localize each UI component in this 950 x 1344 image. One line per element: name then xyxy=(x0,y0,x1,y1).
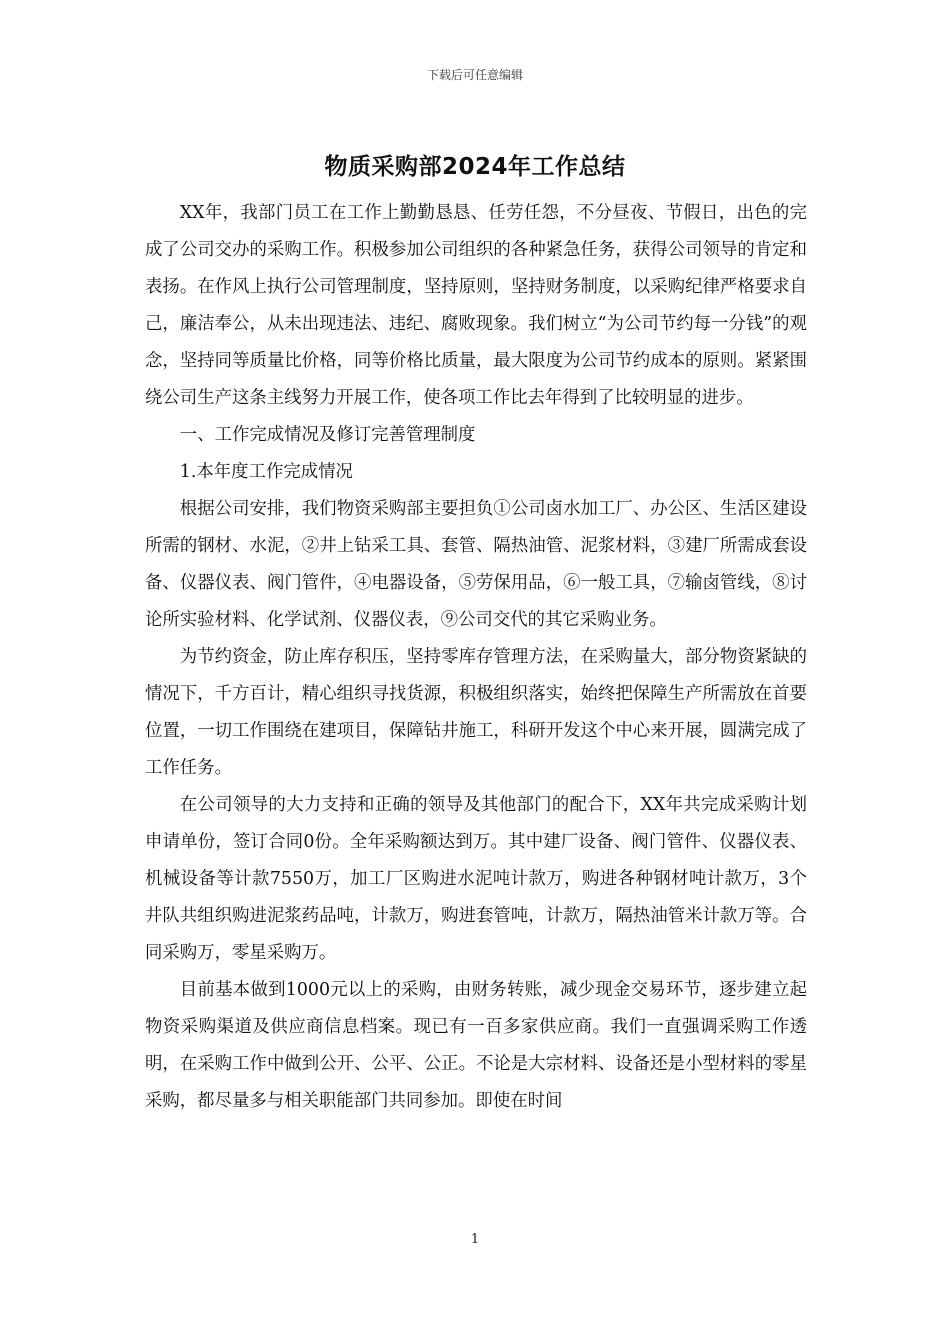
document-body xyxy=(145,195,807,1120)
page-number: 1 xyxy=(470,1232,480,1247)
paragraph-intro: XX年，我部门员工在工作上勤勤恳恳、任劳任怨，不分昼夜、节假日，出色的完成了公司交办的采购工作。积极参加公司组织的各种紧急任务，获得公司领导的肯定和表扬。在作风上执行公司管理制度，坚持原则，坚持财务制度，以采购纪律严格要求自己，廉洁奉公，从未出现违法、违纪、腐败现象。我们树立“为公司节约每一分钱”的观念，坚持同等质量比价格，同等价格比质量，最大限度为公司节约成本的原则。紧紧围绕公司生产这条主线努力开展工作，使各项工作比去年得到了比较明显的进步。 xyxy=(145,203,807,408)
subsection-heading: 1.本年度工作完成情况 xyxy=(179,462,353,482)
page-header: 下载后可任意编辑 xyxy=(426,68,523,82)
paragraph-responsibilities: 根据公司安排，我们物资采购部主要担负①公司卤水加工厂、办公区、生活区建设所需的钢材、水泥，②井上钻采工具、套管、隔热油管、泥浆材料，③建厂所需成套设备、仪器仪表、阀门管件，④电器设备，⑤劳保用品，⑥一般工具，⑦输卤管线，⑧讨论所实验材料、化学试剂、仪器仪表，⑨公司交代的其它采购业务。 xyxy=(145,499,807,630)
section-heading: 一、工作完成情况及修订完善管理制度 xyxy=(179,425,476,445)
paragraph-inventory: 为节约资金，防止库存积压，坚持零库存管理方法，在采购量大，部分物资紧缺的情况下，千方百计，精心组织寻找货源，积极组织落实，始终把保障生产所需放在首要位置，一切工作围绕在建项目，保障钻井施工，科研开发这个中心来开展，圆满完成了工作任务。 xyxy=(145,647,807,778)
paragraph-statistics: 在公司领导的大力支持和正确的领导及其他部门的配合下，XX年共完成采购计划申请单份，签订合同0份。全年采购额达到万。其中建厂设备、阀门管件、仪器仪表、机械设备等计款7550万，加工厂区购进水泥吨计款万，购进各种钢材吨计款万，3个井队共组织购进泥浆药品吨，计款万，购进套管吨，计款万，隔热油管米计款万等。合同采购万，零星采购万。 xyxy=(145,795,807,963)
paragraph-transparency: 目前基本做到1000元以上的采购，由财务转账，减少现金交易环节，逐步建立起物资采购渠道及供应商信息档案。现已有一百多家供应商。我们一直强调采购工作透明，在采购工作中做到公开、公平、公正。不论是大宗材料、设备还是小型材料的零星采购，都尽量多与相关职能部门共同参加。即使在时间 xyxy=(145,980,807,1111)
document-title: 物质采购部2024年工作总结 xyxy=(324,154,626,180)
